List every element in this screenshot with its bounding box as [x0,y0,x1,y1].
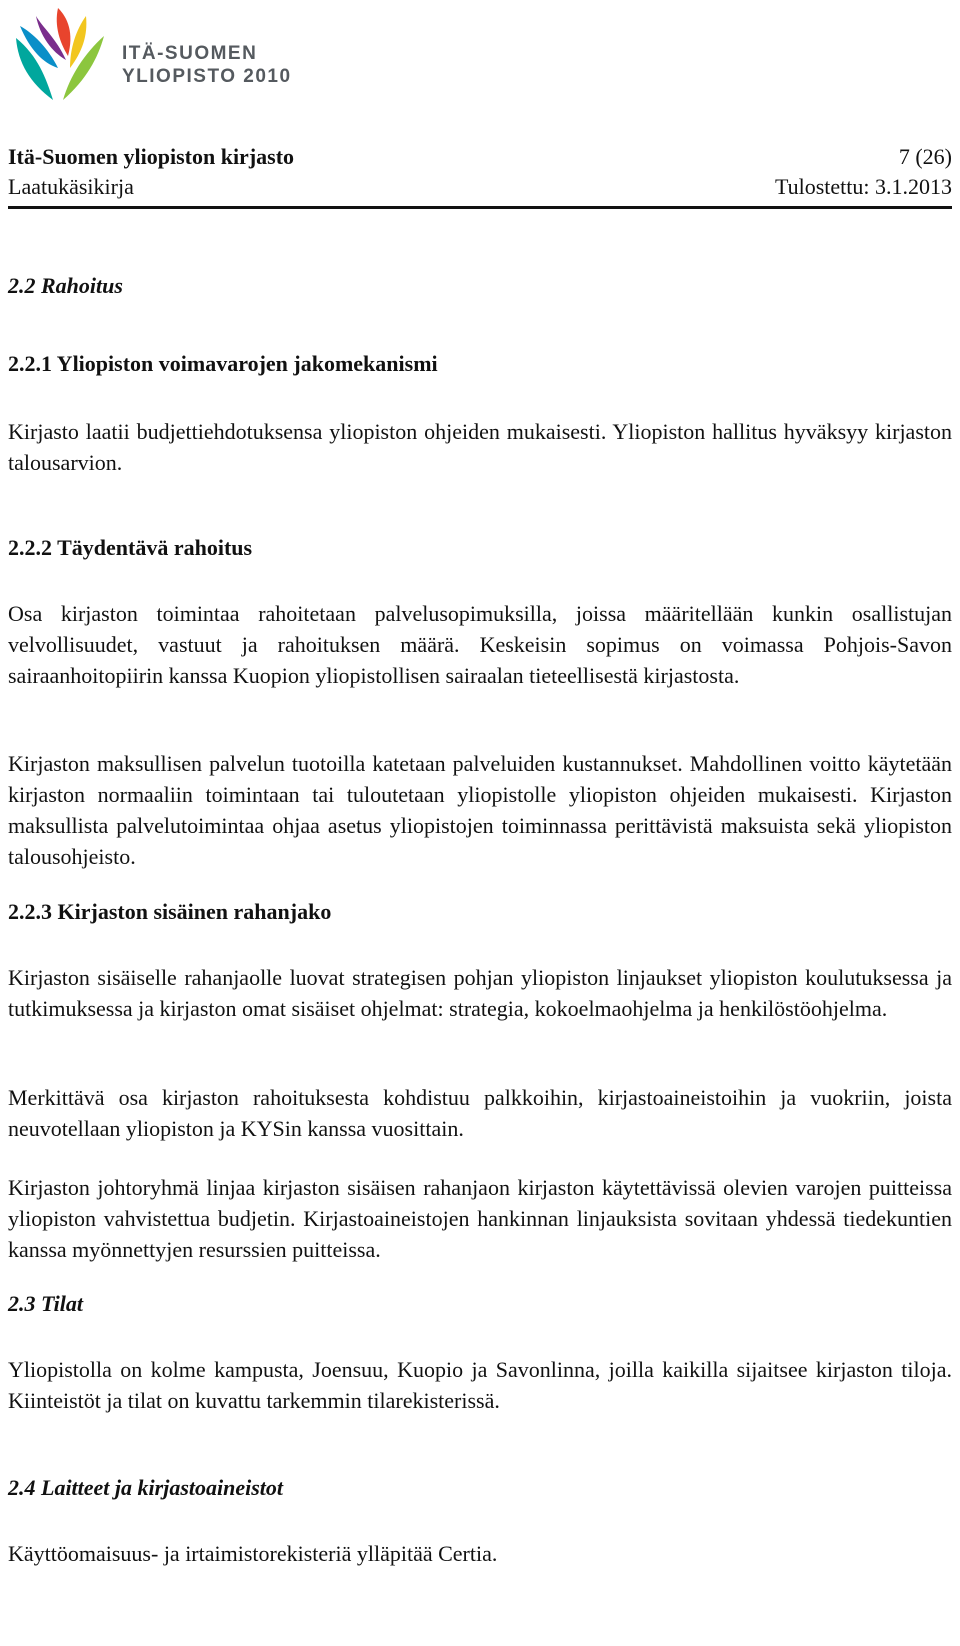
print-date: Tulostettu: 3.1.2013 [774,174,952,199]
page-number: 7 (26) [898,144,952,169]
paragraph-2-2-3-c: Kirjaston johtoryhmä linjaa kirjaston sisäisen rahanjaon kirjaston käytettävissä olevien varojen puitteissa yliopiston vahvistettua budjetin. Kirjastoaineistojen hankinnan linjauksista sovitaan yhdessä tiedekuntien kanssa myönnettyjen resurssien puitteissa. [8,1175,952,1262]
section-heading-2-4: 2.4 Laitteet ja kirjastoaineistot [8,1475,283,1500]
document-header [8,142,952,202]
university-logo [8,8,308,108]
paragraph-2-4-a: Käyttöomaisuus- ja irtaimistorekisteriä ylläpitää Certia. [8,1541,498,1566]
paragraph-2-2-2-a: Osa kirjaston toimintaa rahoitetaan palvelusopimuksilla, joissa määritellään kunkin osallistujan velvollisuudet, vastuut ja rahoituksen määrä. Keskeisin sopimus on voimassa Pohjois-Savon sairaanhoitopiirin kanssa Kuopion yliopistollisen sairaalan tieteellisestä kirjastosta. [8,601,952,688]
paragraph-2-2-3-a: Kirjaston sisäiselle rahanjaolle luovat strategisen pohjan yliopiston linjaukset yliopiston koulutuksessa ja tutkimuksessa ja kirjaston omat sisäiset ohjelmat: strategia, kokoelmaohjelma ja henkilöstöohjelma. [8,965,952,1021]
logo-text [122,42,292,88]
section-heading-2-2-3: 2.2.3 Kirjaston sisäinen rahanjako [8,899,332,924]
paragraph-2-2-2-b: Kirjaston maksullisen palvelun tuotoilla katetaan palveluiden kustannukset. Mahdollinen voitto käytetään kirjaston normaaliin toimintaan tai tuloutetaan yliopistolle yliopiston ohjeiden mukaisesti. Kirjaston maksullista palvelutoimintaa ohjaa asetus yliopistojen toiminnassa perittävistä maksuista sekä yliopiston talousohjeisto. [8,751,952,869]
logo-line-1: ITÄ-SUOMEN [122,43,258,64]
section-heading-2-2-1: 2.2.1 Yliopiston voimavarojen jakomekanismi [8,351,438,376]
logo-line-2: YLIOPISTO 2010 [122,66,292,87]
logo-emblem-icon [8,8,118,108]
header-subtitle: Laatukäsikirja [8,174,134,199]
section-heading-2-2-2: 2.2.2 Täydentävä rahoitus [8,535,253,560]
header-title: Itä-Suomen yliopiston kirjasto [8,144,295,169]
section-heading-2-3: 2.3 Tilat [8,1291,83,1316]
paragraph-2-2-1-a: Kirjasto laatii budjettiehdotuksensa yliopiston ohjeiden mukaisesti. Yliopiston hallitus hyväksyy kirjaston talousarvion. [8,419,952,475]
header-divider [8,206,952,209]
section-heading-2-2: 2.2 Rahoitus [8,273,123,298]
paragraph-2-2-3-b: Merkittävä osa kirjaston rahoituksesta kohdistuu palkkoihin, kirjastoaineistoihin ja vuokriin, joista neuvotellaan yliopiston ja KYSin kanssa vuosittain. [8,1085,952,1141]
paragraph-2-3-a: Yliopistolla on kolme kampusta, Joensuu, Kuopio ja Savonlinna, joilla kaikilla sijaitsee kirjaston tiloja. Kiinteistöt ja tilat on kuvattu tarkemmin tilarekisterissä. [8,1357,952,1413]
